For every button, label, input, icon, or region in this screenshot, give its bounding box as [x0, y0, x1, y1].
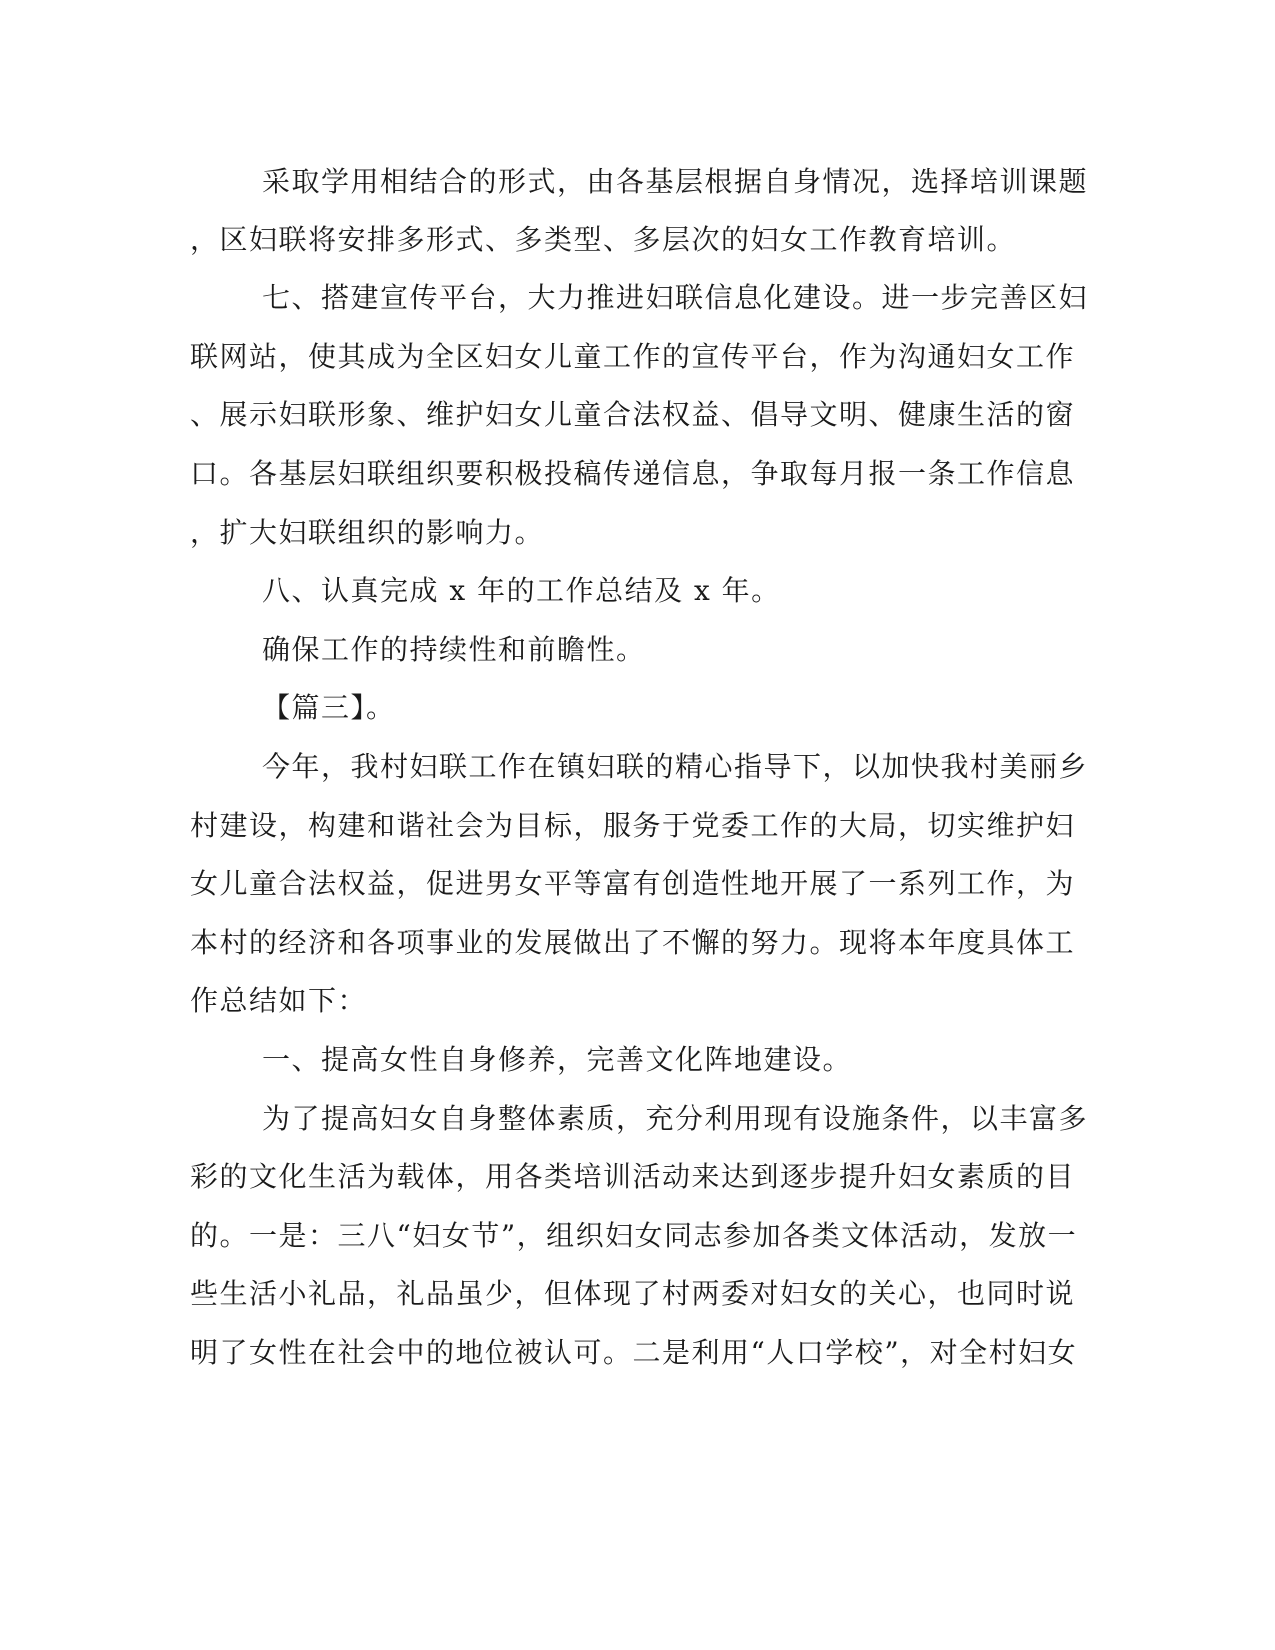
text-line: ，扩大妇联组织的影响力。 — [190, 516, 545, 549]
text-line: 村建设，构建和谐社会为目标，服务于党委工作的大局，切实维护妇 — [190, 809, 1076, 842]
text-line: 八、认真完成 x 年的工作总结及 x 年。 — [262, 574, 781, 607]
text-line: 一、提高女性自身修养，完善文化阵地建设。 — [262, 1043, 853, 1076]
text-line: 七、搭建宣传平台，大力推进妇联信息化建设。进一步完善区妇 — [262, 281, 1089, 314]
text-line: ，区妇联将安排多形式、多类型、多层次的妇女工作教育培训。 — [190, 223, 1017, 256]
text-line: 联网站，使其成为全区妇女儿童工作的宣传平台，作为沟通妇女工作 — [190, 340, 1076, 373]
text-line: 本村的经济和各项事业的发展做出了不懈的努力。现将本年度具体工 — [190, 926, 1076, 959]
text-line: 采取学用相结合的形式，由各基层根据自身情况，选择培训课题 — [262, 165, 1089, 198]
text-line: 今年，我村妇联工作在镇妇联的精心指导下，以加快我村美丽乡 — [262, 750, 1089, 783]
text-line: 些生活小礼品，礼品虽少，但体现了村两委对妇女的关心，也同时说 — [190, 1277, 1076, 1310]
text-line: 口。各基层妇联组织要积极投稿传递信息，争取每月报一条工作信息 — [190, 457, 1076, 490]
text-line: 彩的文化生活为载体，用各类培训活动来达到逐步提升妇女素质的目 — [190, 1160, 1076, 1193]
text-line: 女儿童合法权益，促进男女平等富有创造性地开展了一系列工作，为 — [190, 867, 1076, 900]
text-line: 、展示妇联形象、维护妇女儿童合法权益、倡导文明、健康生活的窗 — [190, 398, 1076, 431]
text-line: 的。一是：三八“妇女节”，组织妇女同志参加各类文体活动，发放一 — [190, 1219, 1078, 1252]
text-line: 确保工作的持续性和前瞻性。 — [262, 633, 646, 666]
text-line: 为了提高妇女自身整体素质，充分利用现有设施条件，以丰富多 — [262, 1102, 1089, 1135]
text-line: 作总结如下： — [190, 984, 368, 1017]
section-heading: 【篇三】。 — [262, 691, 396, 724]
text-line: 明了女性在社会中的地位被认可。二是利用“人口学校”，对全村妇女 — [190, 1336, 1078, 1369]
